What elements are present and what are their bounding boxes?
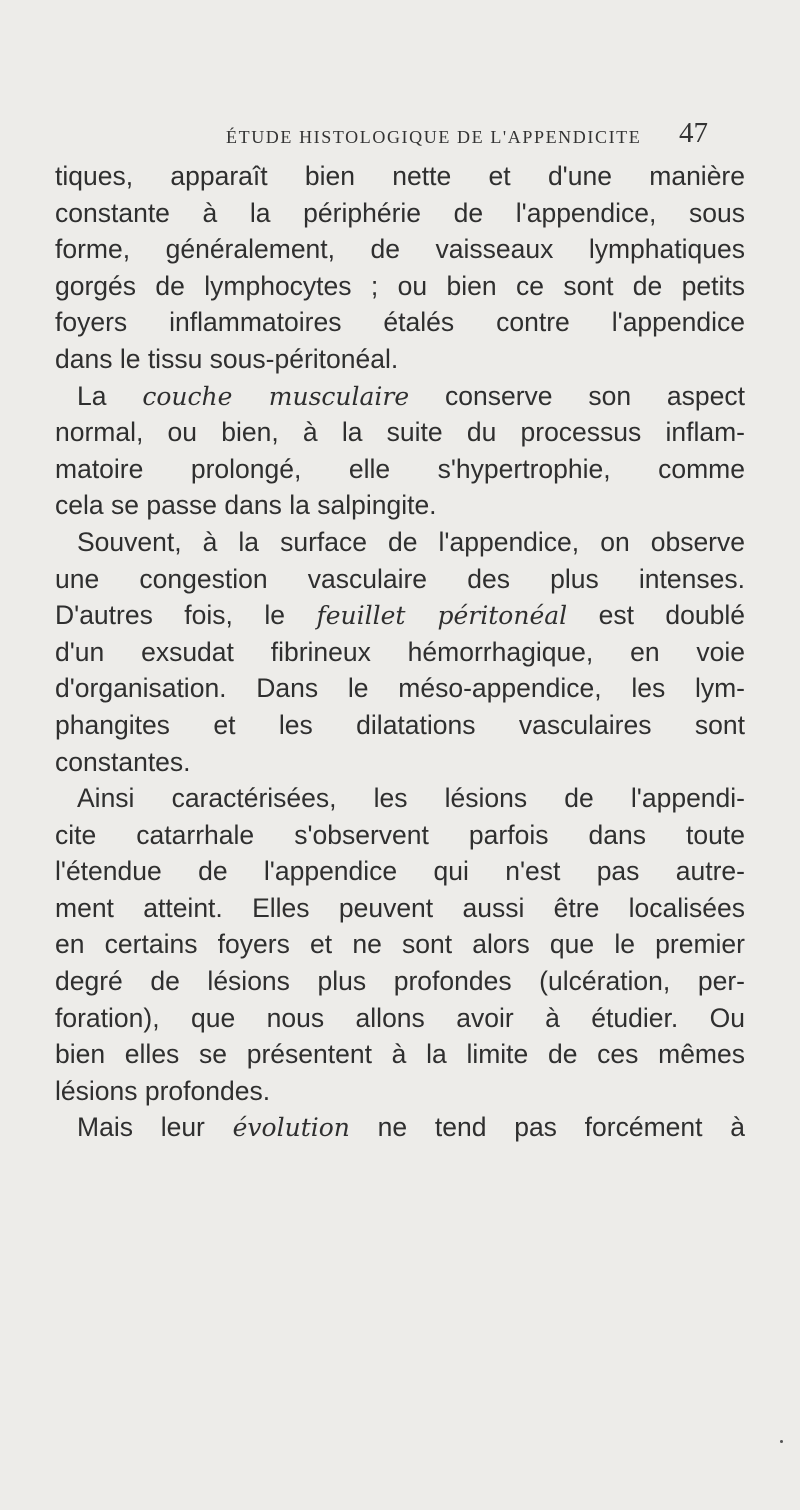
text-line — [55, 378, 745, 415]
text-line: cite catarrhale s'observent parfois dans toute — [55, 819, 745, 850]
text-line: matoire prolongé, elle s'hypertrophie, comme — [55, 453, 745, 484]
text-line: tiques, apparaît bien nette et d'une manière — [55, 161, 745, 191]
body-text — [55, 158, 745, 1146]
text-line: l'étendue de l'appendice qui n'est pas autre- — [55, 856, 745, 887]
text-line: dans le tissu sous-péritonéal. — [55, 343, 399, 374]
text-line: cela se passe dans la salpingite. — [55, 490, 437, 521]
running-head — [226, 117, 708, 153]
text-line: ment atteint. Elles peuvent aussi être localisées — [55, 892, 745, 923]
text-line: en certains foyers et ne sont alors que le premier — [55, 929, 745, 960]
text-line — [55, 597, 745, 634]
line-text: D'autres fois, le — [55, 600, 317, 631]
text-line: phangites et les dilatations vasculaires sont — [55, 709, 745, 740]
italic-term: feuillet péritonéal — [316, 601, 568, 631]
text-line: gorgés de lymphocytes ; ou bien ce sont de petits — [55, 270, 745, 301]
running-title: ÉTUDE HISTOLOGIQUE DE L'APPENDICITE — [226, 127, 642, 147]
line-text: est doublé — [567, 600, 745, 631]
text-line: foration), que nous allons avoir à étudier. Ou — [55, 1002, 745, 1033]
text-line: forme, généralement, de vaisseaux lymphatiques — [55, 234, 745, 265]
line-text: La — [77, 380, 143, 411]
text-line: bien elles se présentent à la limite de ces mêmes — [55, 1039, 745, 1070]
italic-term: couche musculaire — [142, 381, 410, 411]
text-line: lésions profondes. — [55, 1075, 271, 1106]
text-line: normal, ou bien, à la suite du processus inflam- — [55, 417, 745, 448]
text-line — [55, 1109, 745, 1146]
text-line: degré de lésions plus profondes (ulcération, per- — [55, 966, 745, 997]
line-text: Mais leur — [77, 1112, 233, 1143]
italic-term: évolution — [232, 1113, 350, 1143]
text-line: constantes. — [55, 746, 191, 777]
text-line: d'organisation. Dans le méso-appendice, les lym- — [55, 673, 745, 704]
text-line: constante à la périphérie de l'appendice, sous — [55, 197, 745, 228]
text-line: une congestion vasculaire des plus intenses. — [55, 563, 745, 594]
text-line: d'un exsudat fibrineux hémorrhagique, en voie — [55, 636, 745, 667]
print-speck — [780, 1440, 783, 1443]
line-text: conserve son aspect — [409, 380, 745, 411]
text-line: Souvent, à la surface de l'appendice, on observe — [77, 526, 745, 557]
page-number: 47 — [679, 117, 708, 149]
text-line: foyers inflammatoires étalés contre l'appendice — [55, 307, 745, 338]
line-text: ne tend pas forcément à — [349, 1112, 745, 1143]
text-line: Ainsi caractérisées, les lésions de l'appendi- — [77, 783, 745, 814]
